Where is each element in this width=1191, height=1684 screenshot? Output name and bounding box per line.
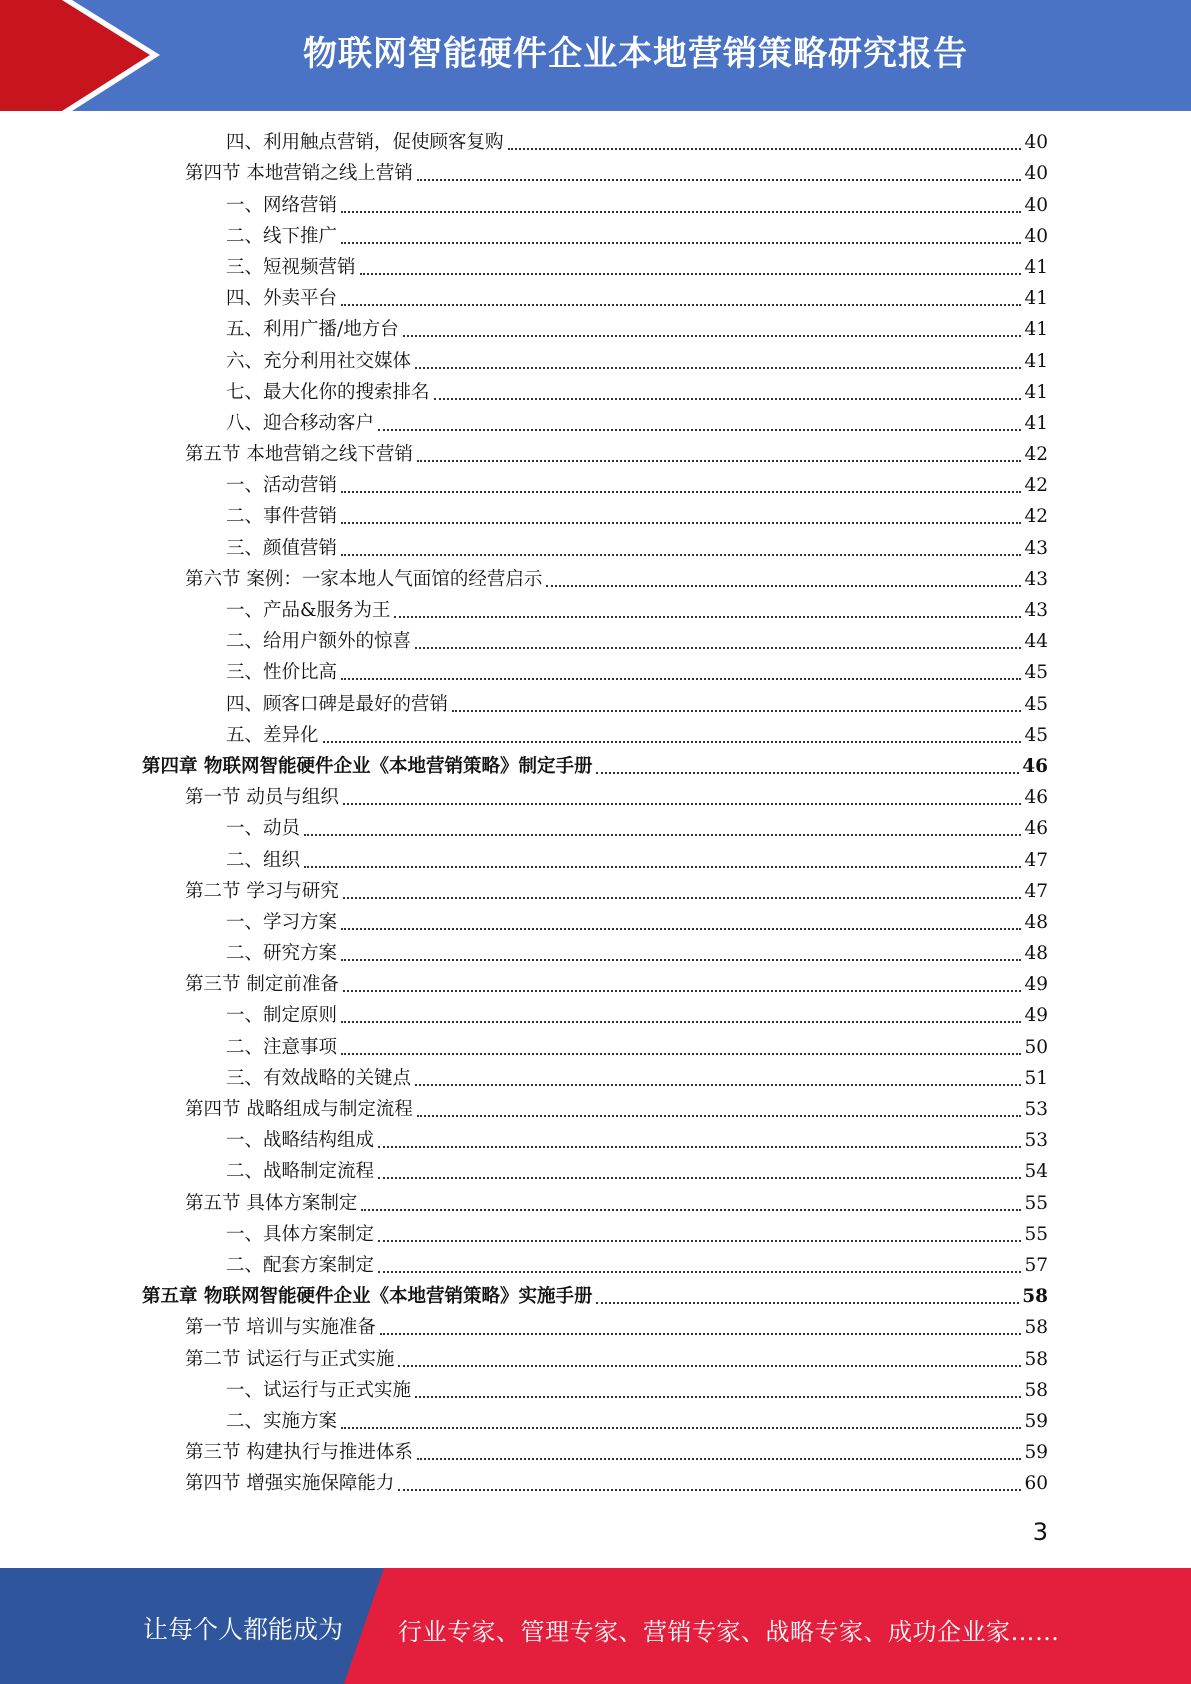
toc-entry-page: 58: [1024, 1348, 1048, 1370]
toc-entry-title: 二、注意事项: [226, 1036, 338, 1058]
toc-entry-page: 40: [1024, 225, 1048, 247]
toc-entry-page: 40: [1024, 163, 1048, 185]
toc-entry-title: 第一节 动员与组织: [185, 787, 339, 809]
toc-entry-title: 四、利用触点营销，促使顾客复购: [226, 132, 504, 154]
header-red-chevron: [0, 0, 150, 111]
toc-entry-title: 二、研究方案: [226, 943, 338, 965]
toc-entry-page: 48: [1024, 911, 1048, 933]
toc-section-entry[interactable]: [0, 1187, 1191, 1218]
toc-subsection-entry[interactable]: [0, 501, 1191, 532]
toc-dot-leader: [378, 429, 1021, 431]
page-number: 3: [1032, 1518, 1048, 1546]
toc-entry-page: 54: [1024, 1161, 1048, 1183]
toc-entry-page: 45: [1024, 662, 1048, 684]
toc-entry-title: 第三节 制定前准备: [185, 974, 339, 996]
toc-section-entry[interactable]: [0, 969, 1191, 1000]
toc-entry-page: 45: [1024, 693, 1048, 715]
toc-subsection-entry[interactable]: [0, 189, 1191, 220]
toc-dot-leader: [360, 273, 1022, 275]
toc-section-entry[interactable]: [0, 1468, 1191, 1499]
toc-subsection-entry[interactable]: [0, 1000, 1191, 1031]
toc-entry-title: 一、战略结构组成: [226, 1130, 375, 1152]
toc-subsection-entry[interactable]: [0, 907, 1191, 938]
toc-subsection-entry[interactable]: [0, 657, 1191, 688]
toc-dot-leader: [341, 211, 1021, 213]
toc-entry-title: 第四节 战略组成与制定流程: [185, 1099, 413, 1120]
toc-entry-title: 三、颜值营销: [226, 537, 338, 559]
toc-entry-page: 51: [1024, 1067, 1048, 1089]
toc-subsection-entry[interactable]: [0, 1125, 1191, 1156]
toc-subsection-entry[interactable]: [0, 221, 1191, 252]
toc-entry-title: 三、短视频营销: [226, 256, 356, 278]
toc-dot-leader: [341, 1053, 1021, 1055]
footer-slogan-right: 行业专家、管理专家、营销专家、战略专家、成功企业家……: [398, 1618, 1060, 1646]
toc-entry-page: 41: [1024, 256, 1048, 278]
toc-subsection-entry[interactable]: [0, 938, 1191, 969]
toc-entry-page: 42: [1024, 444, 1048, 466]
toc-entry-title: 一、活动营销: [226, 475, 338, 497]
toc-section-entry[interactable]: [0, 1437, 1191, 1468]
toc-entry-page: 42: [1024, 475, 1048, 497]
toc-dot-leader: [341, 959, 1021, 961]
toc-subsection-entry[interactable]: [0, 470, 1191, 501]
toc-entry-page: 59: [1024, 1410, 1048, 1432]
toc-dot-leader: [415, 1396, 1021, 1398]
toc-dot-leader: [596, 1302, 1019, 1304]
toc-entry-title: 第五章 物联网智能硬件企业《本地营销策略》实施手册: [142, 1286, 593, 1308]
toc-entry-page: 55: [1024, 1223, 1048, 1245]
toc-dot-leader: [341, 554, 1021, 556]
toc-dot-leader: [378, 1240, 1021, 1242]
toc-entry-page: 53: [1024, 1130, 1048, 1152]
toc-entry-title: 二、战略制定流程: [226, 1161, 375, 1183]
toc-dot-leader: [343, 803, 1022, 805]
toc-entry-title: 二、实施方案: [226, 1410, 338, 1432]
toc-dot-leader: [452, 710, 1021, 712]
toc-dot-leader: [417, 1458, 1022, 1460]
toc-entry-title: 一、制定原则: [226, 1005, 338, 1027]
toc-dot-leader: [415, 1084, 1021, 1086]
toc-dot-leader: [304, 866, 1021, 868]
toc-entry-page: 50: [1024, 1036, 1048, 1058]
toc-entry-page: 40: [1024, 132, 1048, 154]
toc-entry-title: 一、具体方案制定: [226, 1223, 375, 1245]
toc-entry-page: 40: [1024, 194, 1048, 216]
toc-dot-leader: [361, 1209, 1021, 1211]
toc-dot-leader: [341, 304, 1021, 306]
toc-entry-title: 第四节 增强实施保障能力: [185, 1473, 395, 1495]
toc-entry-title: 一、学习方案: [226, 911, 338, 933]
toc-dot-leader: [415, 647, 1021, 649]
toc-subsection-entry[interactable]: [0, 844, 1191, 875]
toc-dot-leader: [341, 1427, 1021, 1429]
toc-entry-title: 二、组织: [226, 849, 301, 871]
toc-subsection-entry[interactable]: [0, 688, 1191, 719]
toc-section-entry[interactable]: [0, 782, 1191, 813]
toc-entry-title: 一、网络营销: [226, 194, 338, 216]
toc-entry-title: 第二节 学习与研究: [185, 880, 339, 902]
toc-entry-page: 58: [1024, 1379, 1048, 1401]
toc-dot-leader: [341, 242, 1021, 244]
toc-entry-title: 第四章 物联网智能硬件企业《本地营销策略》制定手册: [142, 755, 593, 777]
toc-entry-title: 第六节 案例：一家本地人气面馆的经营启示: [185, 568, 543, 590]
toc-section-entry[interactable]: [0, 876, 1191, 907]
toc-subsection-entry[interactable]: [0, 252, 1191, 283]
toc-subsection-entry[interactable]: [0, 1375, 1191, 1406]
toc-dot-leader: [596, 772, 1019, 774]
toc-entry-page: 43: [1024, 537, 1048, 559]
toc-entry-page: 46: [1024, 787, 1048, 809]
toc-dot-leader: [341, 1021, 1021, 1023]
toc-entry-title: 八、迎合移动客户: [226, 412, 375, 434]
toc-dot-leader: [378, 1177, 1021, 1179]
toc-entry-title: 二、线下推广: [226, 225, 338, 247]
toc-dot-leader: [434, 398, 1022, 400]
toc-entry-title: 一、动员: [226, 818, 301, 840]
toc-entry-page: 41: [1024, 319, 1048, 341]
toc-subsection-entry[interactable]: [0, 626, 1191, 657]
toc-section-entry[interactable]: [0, 1312, 1191, 1343]
toc-entry-page: 43: [1024, 600, 1048, 621]
toc-subsection-entry[interactable]: [0, 1156, 1191, 1187]
toc-entry-page: 48: [1024, 943, 1048, 965]
toc-dot-leader: [343, 897, 1022, 899]
toc-section-entry[interactable]: [0, 1094, 1191, 1125]
toc-dot-leader: [378, 1271, 1021, 1273]
toc-chapter-entry[interactable]: [0, 751, 1191, 782]
toc-entry-page: 49: [1024, 974, 1048, 996]
toc-dot-leader: [341, 928, 1021, 930]
toc-dot-leader: [417, 460, 1022, 462]
toc-dot-leader: [403, 335, 1022, 337]
toc-entry-title: 五、差异化: [226, 724, 319, 746]
toc-entry-page: 41: [1024, 381, 1048, 403]
toc-entry-page: 58: [1022, 1286, 1048, 1308]
toc-entry-page: 41: [1024, 288, 1048, 310]
toc-entry-title: 三、有效战略的关键点: [226, 1067, 412, 1089]
toc-subsection-entry[interactable]: [0, 532, 1191, 563]
toc-dot-leader: [398, 1365, 1021, 1367]
toc-dot-leader: [323, 741, 1022, 743]
toc-entry-page: 46: [1024, 818, 1048, 840]
toc-dot-leader: [508, 148, 1022, 150]
toc-entry-page: 41: [1024, 350, 1048, 372]
toc-entry-title: 二、配套方案制定: [226, 1254, 375, 1276]
toc-section-entry[interactable]: [0, 564, 1191, 595]
toc-dot-leader: [380, 1333, 1022, 1335]
toc-entry-page: 43: [1024, 568, 1048, 590]
toc-subsection-entry[interactable]: [0, 1031, 1191, 1062]
toc-subsection-entry[interactable]: [0, 408, 1191, 439]
page-title: 物联网智能硬件企业本地营销策略研究报告: [303, 34, 968, 74]
toc-entry-title: 四、外卖平台: [226, 288, 338, 310]
footer-slogan-left: 让每个人都能成为: [143, 1615, 344, 1644]
toc-dot-leader: [417, 1115, 1022, 1117]
toc-entry-page: 47: [1024, 880, 1048, 902]
toc-subsection-entry[interactable]: [0, 377, 1191, 408]
toc-entry-page: 45: [1024, 724, 1048, 746]
toc-entry-title: 一、试运行与正式实施: [226, 1379, 412, 1401]
toc-dot-leader: [304, 834, 1021, 836]
toc-dot-leader: [378, 1146, 1021, 1148]
toc-dot-leader: [417, 179, 1022, 181]
toc-entry-title: 第五节 本地营销之线下营销: [185, 444, 413, 466]
table-of-contents: [0, 127, 1191, 1499]
toc-dot-leader: [546, 585, 1021, 587]
toc-entry-page: 60: [1024, 1473, 1048, 1495]
toc-subsection-entry[interactable]: [0, 813, 1191, 844]
toc-entry-title: 第三节 构建执行与推进体系: [185, 1442, 413, 1464]
toc-subsection-entry[interactable]: [0, 1063, 1191, 1094]
toc-section-entry[interactable]: [0, 158, 1191, 189]
toc-dot-leader: [341, 522, 1021, 524]
toc-entry-title: 第二节 试运行与正式实施: [185, 1348, 395, 1370]
toc-entry-page: 47: [1024, 849, 1048, 871]
toc-entry-page: 55: [1024, 1192, 1048, 1214]
toc-entry-page: 41: [1024, 412, 1048, 434]
page-footer: [0, 1568, 1191, 1684]
toc-entry-title: 第一节 培训与实施准备: [185, 1317, 376, 1339]
toc-subsection-entry[interactable]: [0, 595, 1191, 626]
toc-subsection-entry[interactable]: [0, 127, 1191, 158]
toc-entry-page: 53: [1024, 1099, 1048, 1120]
toc-subsection-entry[interactable]: [0, 314, 1191, 345]
toc-dot-leader: [415, 367, 1021, 369]
toc-entry-title: 二、给用户额外的惊喜: [226, 631, 412, 653]
toc-entry-title: 五、利用广播/地方台: [226, 319, 399, 341]
toc-entry-page: 57: [1024, 1254, 1048, 1276]
toc-dot-leader: [343, 990, 1022, 992]
toc-entry-page: 58: [1024, 1317, 1048, 1339]
toc-section-entry[interactable]: [0, 1343, 1191, 1374]
toc-dot-leader: [398, 1489, 1021, 1491]
toc-subsection-entry[interactable]: [0, 1406, 1191, 1437]
toc-entry-title: 七、最大化你的搜索排名: [226, 381, 430, 403]
toc-subsection-entry[interactable]: [0, 345, 1191, 376]
toc-dot-leader: [394, 616, 1021, 618]
toc-entry-page: 46: [1022, 755, 1048, 777]
toc-entry-page: 42: [1024, 506, 1048, 528]
toc-entry-title: 二、事件营销: [226, 506, 338, 528]
toc-dot-leader: [341, 678, 1021, 680]
toc-subsection-entry[interactable]: [0, 720, 1191, 751]
toc-entry-title: 四、顾客口碑是最好的营销: [226, 693, 449, 715]
toc-entry-title: 三、性价比高: [226, 662, 338, 684]
toc-entry-title: 第四节 本地营销之线上营销: [185, 163, 413, 185]
toc-entry-page: 49: [1024, 1005, 1048, 1027]
page-header: [0, 0, 1191, 111]
toc-chapter-entry[interactable]: [0, 1281, 1191, 1312]
toc-entry-page: 44: [1024, 631, 1048, 653]
toc-entry-page: 59: [1024, 1442, 1048, 1464]
toc-subsection-entry[interactable]: [0, 283, 1191, 314]
toc-section-entry[interactable]: [0, 439, 1191, 470]
toc-entry-title: 一、产品&服务为王: [226, 600, 391, 621]
toc-subsection-entry[interactable]: [0, 1250, 1191, 1281]
toc-subsection-entry[interactable]: [0, 1219, 1191, 1250]
toc-entry-title: 第五节 具体方案制定: [185, 1192, 358, 1214]
toc-dot-leader: [341, 491, 1021, 493]
toc-entry-title: 六、充分利用社交媒体: [226, 350, 412, 372]
